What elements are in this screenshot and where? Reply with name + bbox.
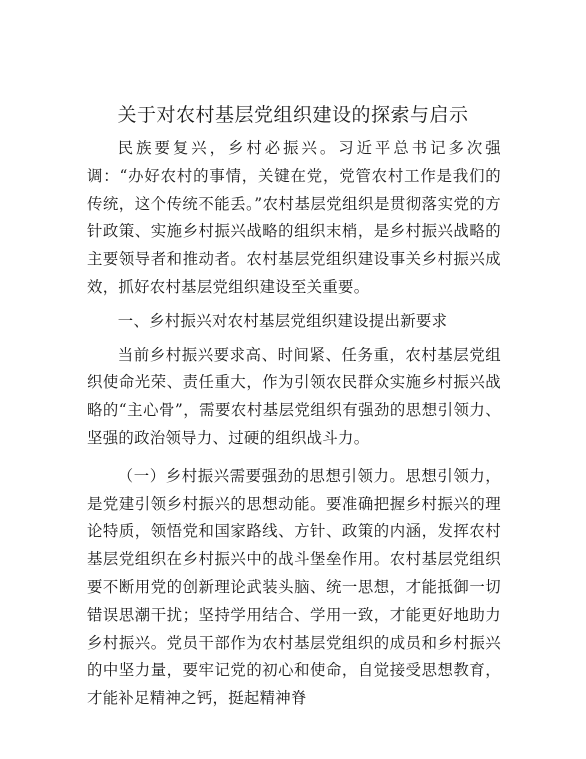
paragraph-requirements: 当前乡村振兴要求高、时间紧、任务重，农村基层党组织使命光荣、责任重大，作为引领农民群众实施乡村振兴战略的“主心骨”，需要农村基层党组织有强劲的思想引领力、坚强的政治领导力、过硬的组织战斗力。 bbox=[87, 345, 501, 447]
document-title: 关于对农村基层党组织建设的探索与启示 bbox=[117, 104, 469, 126]
section-heading-1: 一、乡村振兴对农村基层党组织建设提出新要求 bbox=[117, 311, 448, 330]
paragraph-intro: 民族要复兴，乡村必振兴。习近平总书记多次强调：“办好农村的事情，关键在党，党管农村工作是我们的传统，这个传统不能丢。”农村基层党组织是贯彻落实党的方针政策、实施乡村振兴战略的组织末梢，是乡村振兴战略的主要领导者和推动者。农村基层党组织建设事关乡村振兴成效，抓好农村基层党组织建设至关重要。 bbox=[87, 139, 501, 296]
document-body bbox=[87, 135, 501, 719]
paragraph-ideological-leadership: （一）乡村振兴需要强劲的思想引领力。思想引领力，是党建引领乡村振兴的思想动能。要准确把握乡村振兴的理论特质，领悟党和国家路线、方针、政策的内涵，发挥农村基层党组织在乡村振兴中的战斗堡垒作用。农村基层党组织要不断用党的创新理论武装头脑、统一思想，才能抵御一切错误思潮干扰；坚持学用结合、学用一致，才能更好地助力乡村振兴。党员干部作为农村基层党组织的成员和乡村振兴的中坚力量，要牢记党的初心和使命，自觉接受思想教育，才能补足精神之钙，挺起精神脊 bbox=[87, 466, 501, 708]
